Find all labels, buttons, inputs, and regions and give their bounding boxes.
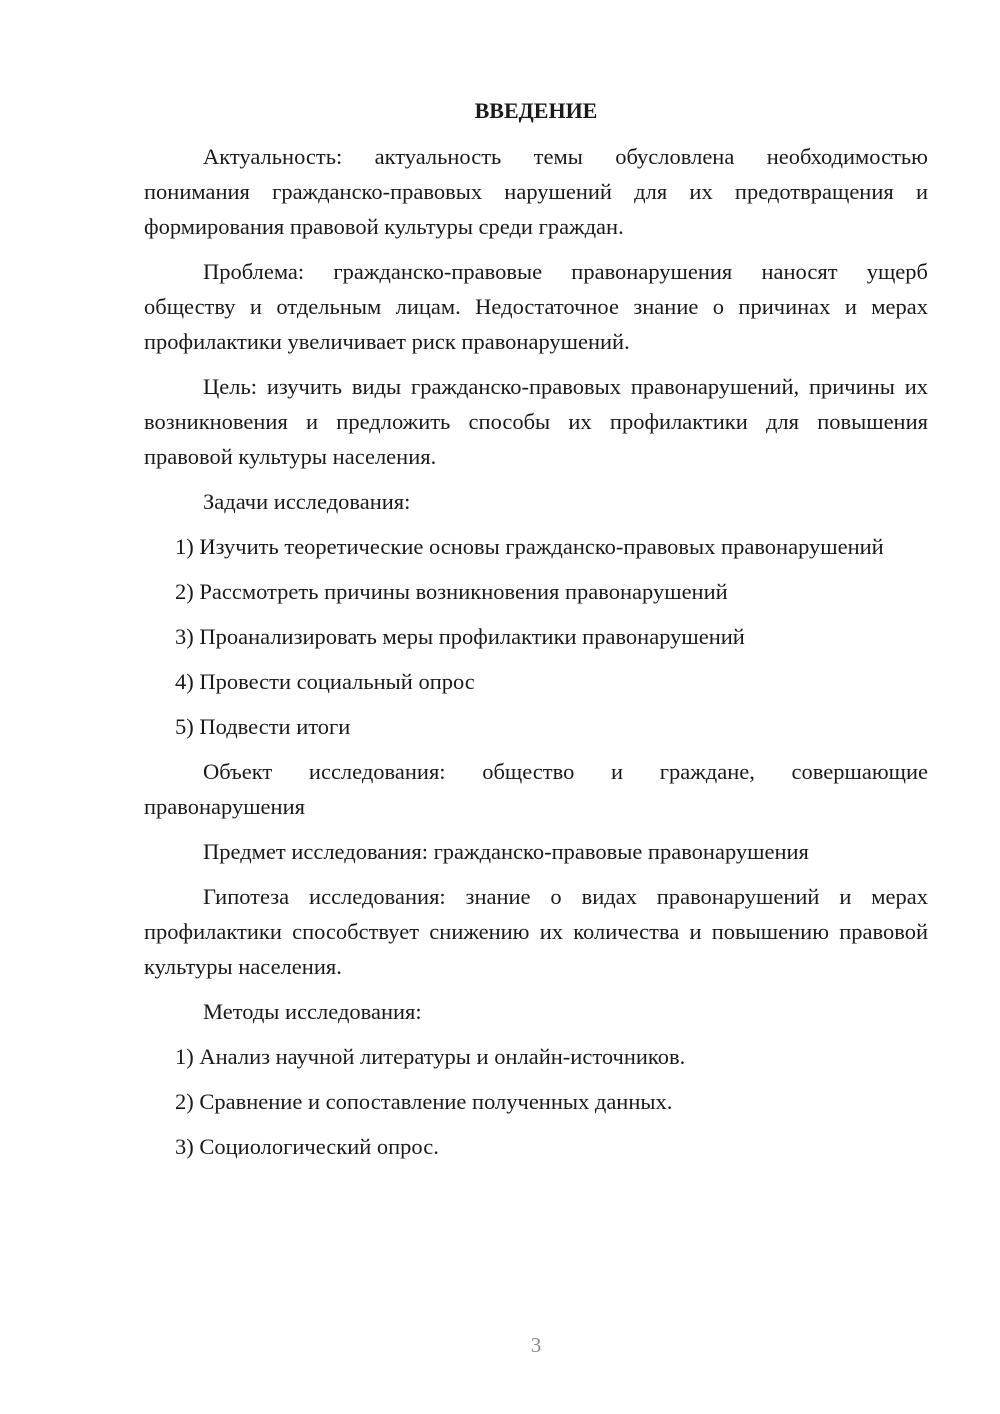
method-item: 2) Сравнение и сопоставление полученных данных.: [175, 1089, 673, 1114]
methods-heading: Методы исследования:: [203, 999, 422, 1024]
hypothesis-paragraph: Гипотеза исследования: знание о видах правонарушений и мерах профилактики способствует снижению их количества и повышению правовой культуры населения.: [144, 884, 928, 979]
task-item: 4) Провести социальный опрос: [175, 669, 475, 694]
task-item: 1) Изучить теоретические основы гражданско-правовых правонарушений: [175, 534, 884, 559]
page-content: [144, 96, 928, 1174]
subject-paragraph: Предмет исследования: гражданско-правовые правонарушения: [203, 839, 809, 864]
problem-paragraph: Проблема: гражданско-правовые правонарушения наносят ущерб обществу и отдельным лицам. Недостаточное знание о причинах и мерах профилактики увеличивает риск правонарушений.: [144, 259, 928, 354]
method-item: 1) Анализ научной литературы и онлайн-источников.: [175, 1044, 686, 1069]
relevance-paragraph: Актуальность: актуальность темы обусловлена необходимостью понимания гражданско-правовых нарушений для их предотвращения и формирования правовой культуры среди граждан.: [144, 144, 928, 239]
task-item: 5) Подвести итоги: [175, 714, 351, 739]
section-title: ВВЕДЕНИЕ: [474, 98, 598, 123]
task-item: 3) Проанализировать меры профилактики правонарушений: [175, 624, 745, 649]
page-number: 3: [530, 1333, 542, 1357]
task-item: 2) Рассмотреть причины возникновения правонарушений: [175, 579, 728, 604]
goal-paragraph: Цель: изучить виды гражданско-правовых правонарушений, причины их возникновения и предложить способы их профилактики для повышения правовой культуры населения.: [144, 374, 928, 469]
tasks-heading: Задачи исследования:: [203, 489, 411, 514]
object-paragraph: Объект исследования: общество и граждане, совершающие правонарушения: [144, 759, 928, 819]
method-item: 3) Социологический опрос.: [175, 1134, 439, 1159]
